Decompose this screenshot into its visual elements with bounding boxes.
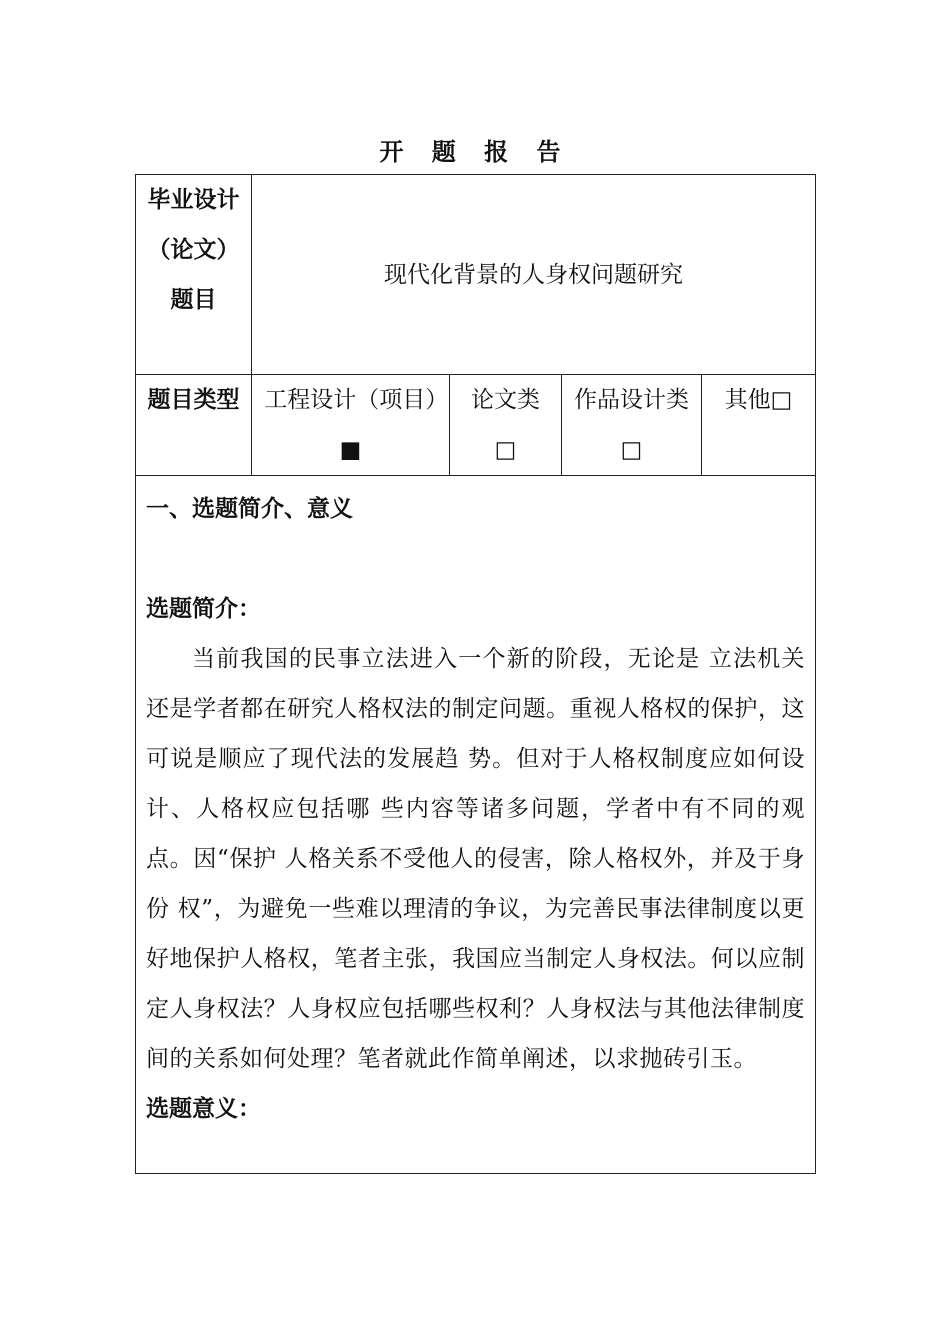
type-option-other[interactable]: 其他□	[702, 375, 816, 476]
type-option-thesis[interactable]: 论文类□	[450, 375, 562, 476]
topic-value: 现代化背景的人身权问题研究	[252, 175, 816, 375]
type-option-work-design[interactable]: 作品设计类□	[562, 375, 702, 476]
significance-heading: 选题意义：	[146, 1095, 261, 1122]
type-label: 题目类型	[136, 375, 252, 476]
spacer	[146, 534, 805, 584]
proposal-form-table	[135, 174, 816, 1174]
page-title: 开 题 报 告	[379, 137, 571, 166]
intro-body: 当前我国的民事立法进入一个新的阶段，无论是 立法机关还是学者都在研究人格权法的制定问题。重视人格权的保护，这可说是顺应了现代法的发展趋 势。但对于人格权制度应如何设计、人格权应包括哪 些内容等诸多问题，学者中有不同的观点。因“保护 人格关系不受他人的侵害，除人格权外，并及于身份 权”，为避免一些难以理清的争议，为完善民事法律制度以更好地保护人格权，笔者主张，我国应当制定人身权法。何以应制定人身权法？人身权应包括哪些权利？人身权法与其他法律制度间的关系如何处理？笔者就此作简单阐述，以求抛砖引玉。	[146, 646, 805, 1072]
section-content	[136, 476, 816, 1174]
section-heading: 一、选题简介、意义	[146, 495, 353, 522]
intro-heading: 选题简介：	[146, 595, 261, 622]
type-option-engineering[interactable]: 工程设计（项目）■	[252, 375, 450, 476]
topic-label: 毕业设计（论文）题目	[136, 175, 252, 375]
